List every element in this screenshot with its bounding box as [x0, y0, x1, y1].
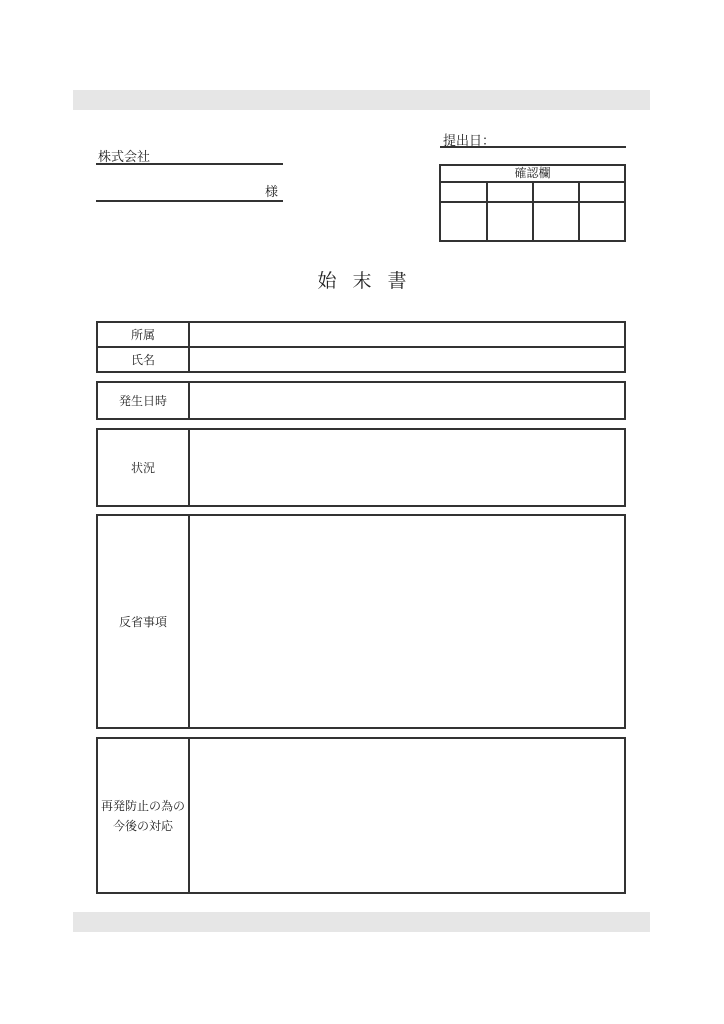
affiliation-input[interactable]: [190, 323, 624, 346]
prevention-label-line1: 再発防止の為の: [100, 798, 185, 813]
grid-divider: [486, 181, 488, 240]
confirmation-label: 確認欄: [514, 166, 551, 180]
document-title: 始末書: [317, 270, 423, 292]
prevention-row: [98, 739, 624, 892]
grid-divider: [532, 181, 534, 240]
top-band: [73, 90, 650, 110]
reflection-input[interactable]: [190, 516, 624, 727]
company-name-field[interactable]: [96, 163, 283, 165]
situation-table: [96, 428, 626, 507]
confirmation-grid: [439, 164, 626, 242]
submission-date-label: 提出日：: [443, 134, 496, 149]
name-row: [98, 346, 624, 371]
situation-label: 状況: [98, 430, 190, 505]
affiliation-name-table: [96, 321, 626, 373]
situation-row: [98, 430, 624, 505]
reflection-row: [98, 516, 624, 727]
bottom-band: [73, 912, 650, 932]
prevention-table: [96, 737, 626, 894]
name-label: 氏名: [98, 348, 190, 371]
occurrence-input[interactable]: [190, 383, 624, 418]
submission-date-field[interactable]: [440, 146, 626, 148]
occurrence-label: 発生日時: [98, 383, 190, 418]
addressee-field[interactable]: [96, 200, 283, 202]
name-input[interactable]: [190, 348, 624, 371]
occurrence-table: [96, 381, 626, 420]
prevention-label-line2: 今後の対応: [112, 818, 173, 833]
occurrence-row: [98, 383, 624, 418]
company-label: 株式会社: [98, 150, 151, 165]
affiliation-row: [98, 323, 624, 346]
reflection-label: 反省事項: [98, 516, 190, 727]
prevention-input[interactable]: [190, 739, 624, 892]
reflection-table: [96, 514, 626, 729]
grid-divider: [578, 181, 580, 240]
situation-input[interactable]: [190, 430, 624, 505]
honorific-label: 様: [265, 185, 279, 200]
affiliation-label: 所属: [98, 323, 190, 346]
prevention-label: [98, 739, 190, 892]
